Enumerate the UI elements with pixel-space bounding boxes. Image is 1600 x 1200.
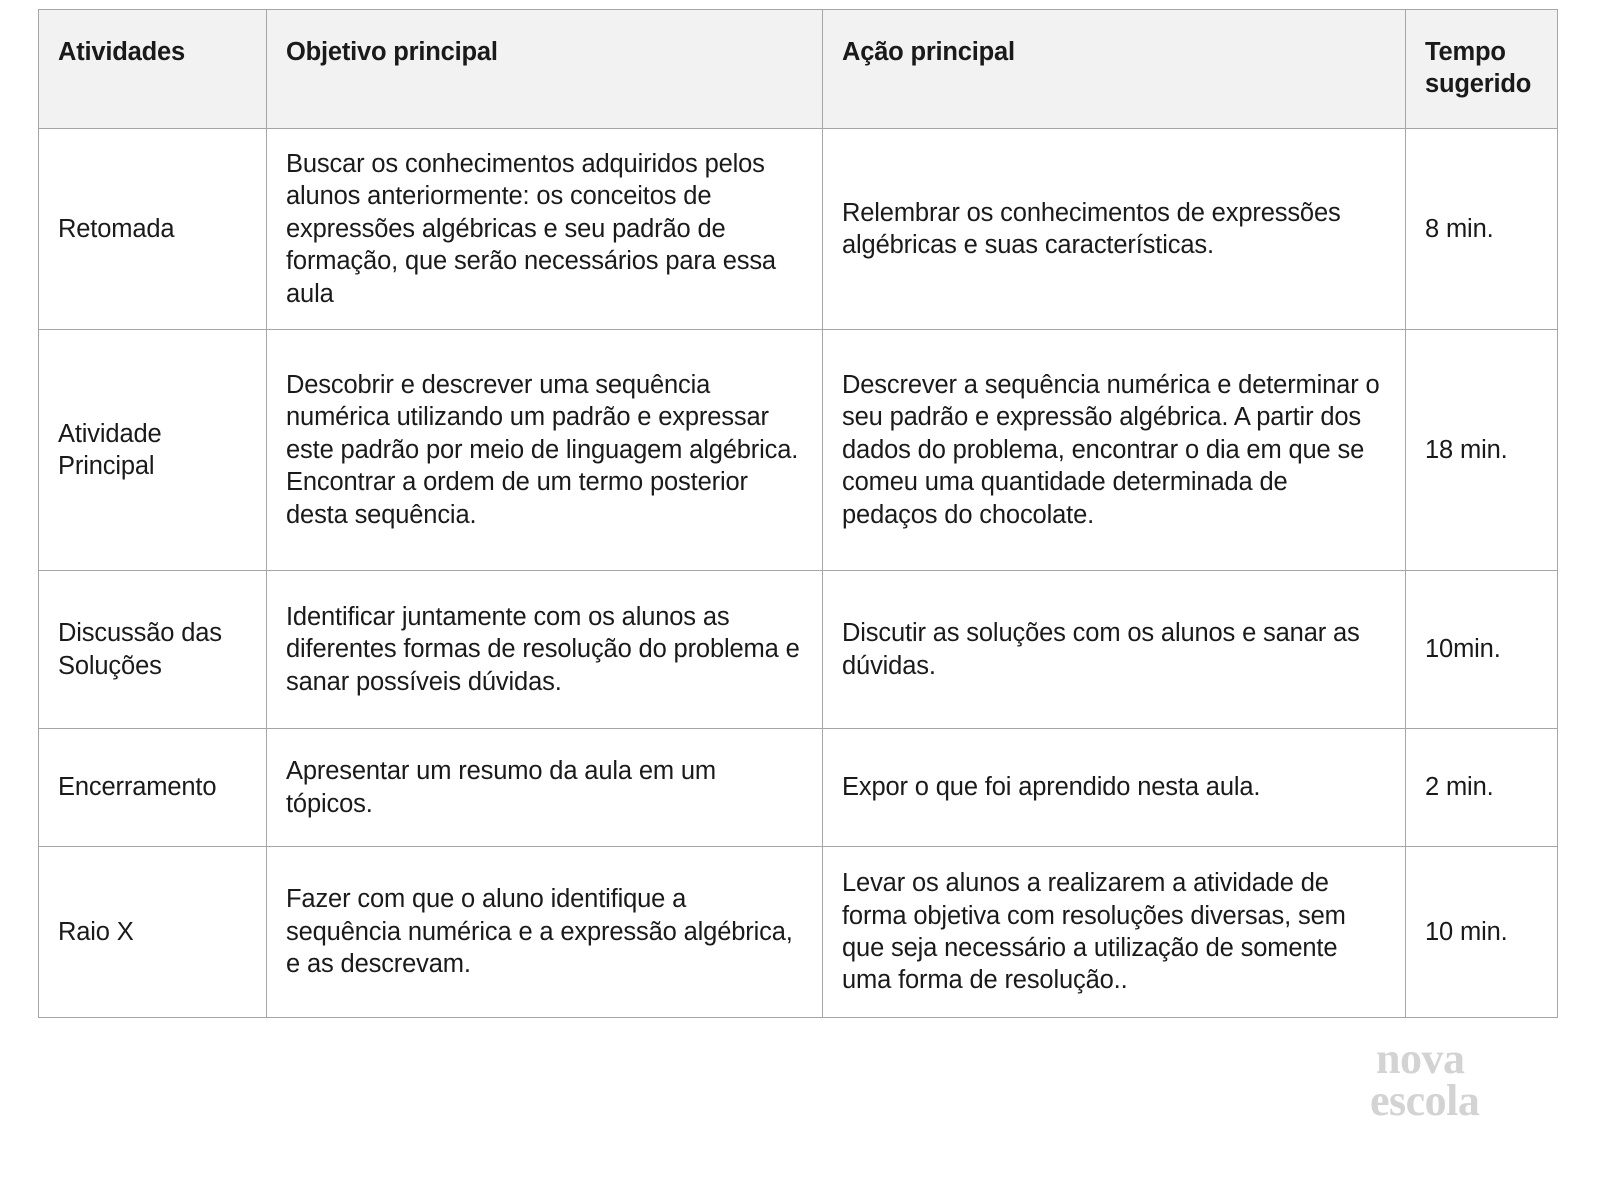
cell-objetivo: Fazer com que o aluno identifique a sequência numérica e a expressão algébrica, e as descrevam. [267, 847, 823, 1018]
logo-line-nova: nova [1376, 1034, 1465, 1083]
table-row [39, 129, 1558, 330]
cell-atividade: Atividade Principal [39, 330, 267, 571]
table-header-row [39, 10, 1558, 129]
cell-tempo: 8 min. [1406, 129, 1558, 330]
cell-objetivo: Apresentar um resumo da aula em um tópicos. [267, 729, 823, 847]
cell-atividade: Retomada [39, 129, 267, 330]
column-header-acao-principal: Ação principal [823, 10, 1406, 129]
cell-acao: Descrever a sequência numérica e determinar o seu padrão e expressão algébrica. A partir dos dados do problema, encontrar o dia em que se comeu uma quantidade determinada de pedaços do chocolate. [823, 330, 1406, 571]
nova-escola-logo [1340, 1034, 1560, 1125]
cell-tempo: 2 min. [1406, 729, 1558, 847]
cell-acao: Levar os alunos a realizarem a atividade de forma objetiva com resoluções diversas, sem que seja necessário a utilização de somente uma forma de resolução.. [823, 847, 1406, 1018]
column-header-atividades: Atividades [39, 10, 267, 129]
table-row [39, 330, 1558, 571]
cell-acao: Discutir as soluções com os alunos e sanar as dúvidas. [823, 571, 1406, 729]
cell-atividade: Discussão das Soluções [39, 571, 267, 729]
table-header [39, 10, 1558, 129]
cell-objetivo: Identificar juntamente com os alunos as diferentes formas de resolução do problema e sanar possíveis dúvidas. [267, 571, 823, 729]
table-row [39, 847, 1558, 1018]
table-row [39, 729, 1558, 847]
table-row [39, 571, 1558, 729]
column-header-tempo-sugerido: Tempo sugerido [1406, 10, 1558, 129]
cell-atividade: Encerramento [39, 729, 267, 847]
cell-acao: Relembrar os conhecimentos de expressões algébricas e suas características. [823, 129, 1406, 330]
cell-tempo: 10 min. [1406, 847, 1558, 1018]
column-header-objetivo-principal: Objetivo principal [267, 10, 823, 129]
cell-atividade: Raio X [39, 847, 267, 1018]
cell-objetivo: Descobrir e descrever uma sequência numérica utilizando um padrão e expressar este padrão por meio de linguagem algébrica. Encontrar a ordem de um termo posterior desta sequência. [267, 330, 823, 571]
lesson-plan-table [38, 9, 1558, 1018]
logo-line-escola: escola [1370, 1075, 1480, 1125]
cell-tempo: 18 min. [1406, 330, 1558, 571]
cell-tempo: 10min. [1406, 571, 1558, 729]
table-body [39, 129, 1558, 1018]
cell-objetivo: Buscar os conhecimentos adquiridos pelos alunos anteriormente: os conceitos de expressões algébricas e seu padrão de formação, que serão necessários para essa aula [267, 129, 823, 330]
cell-acao: Expor o que foi aprendido nesta aula. [823, 729, 1406, 847]
